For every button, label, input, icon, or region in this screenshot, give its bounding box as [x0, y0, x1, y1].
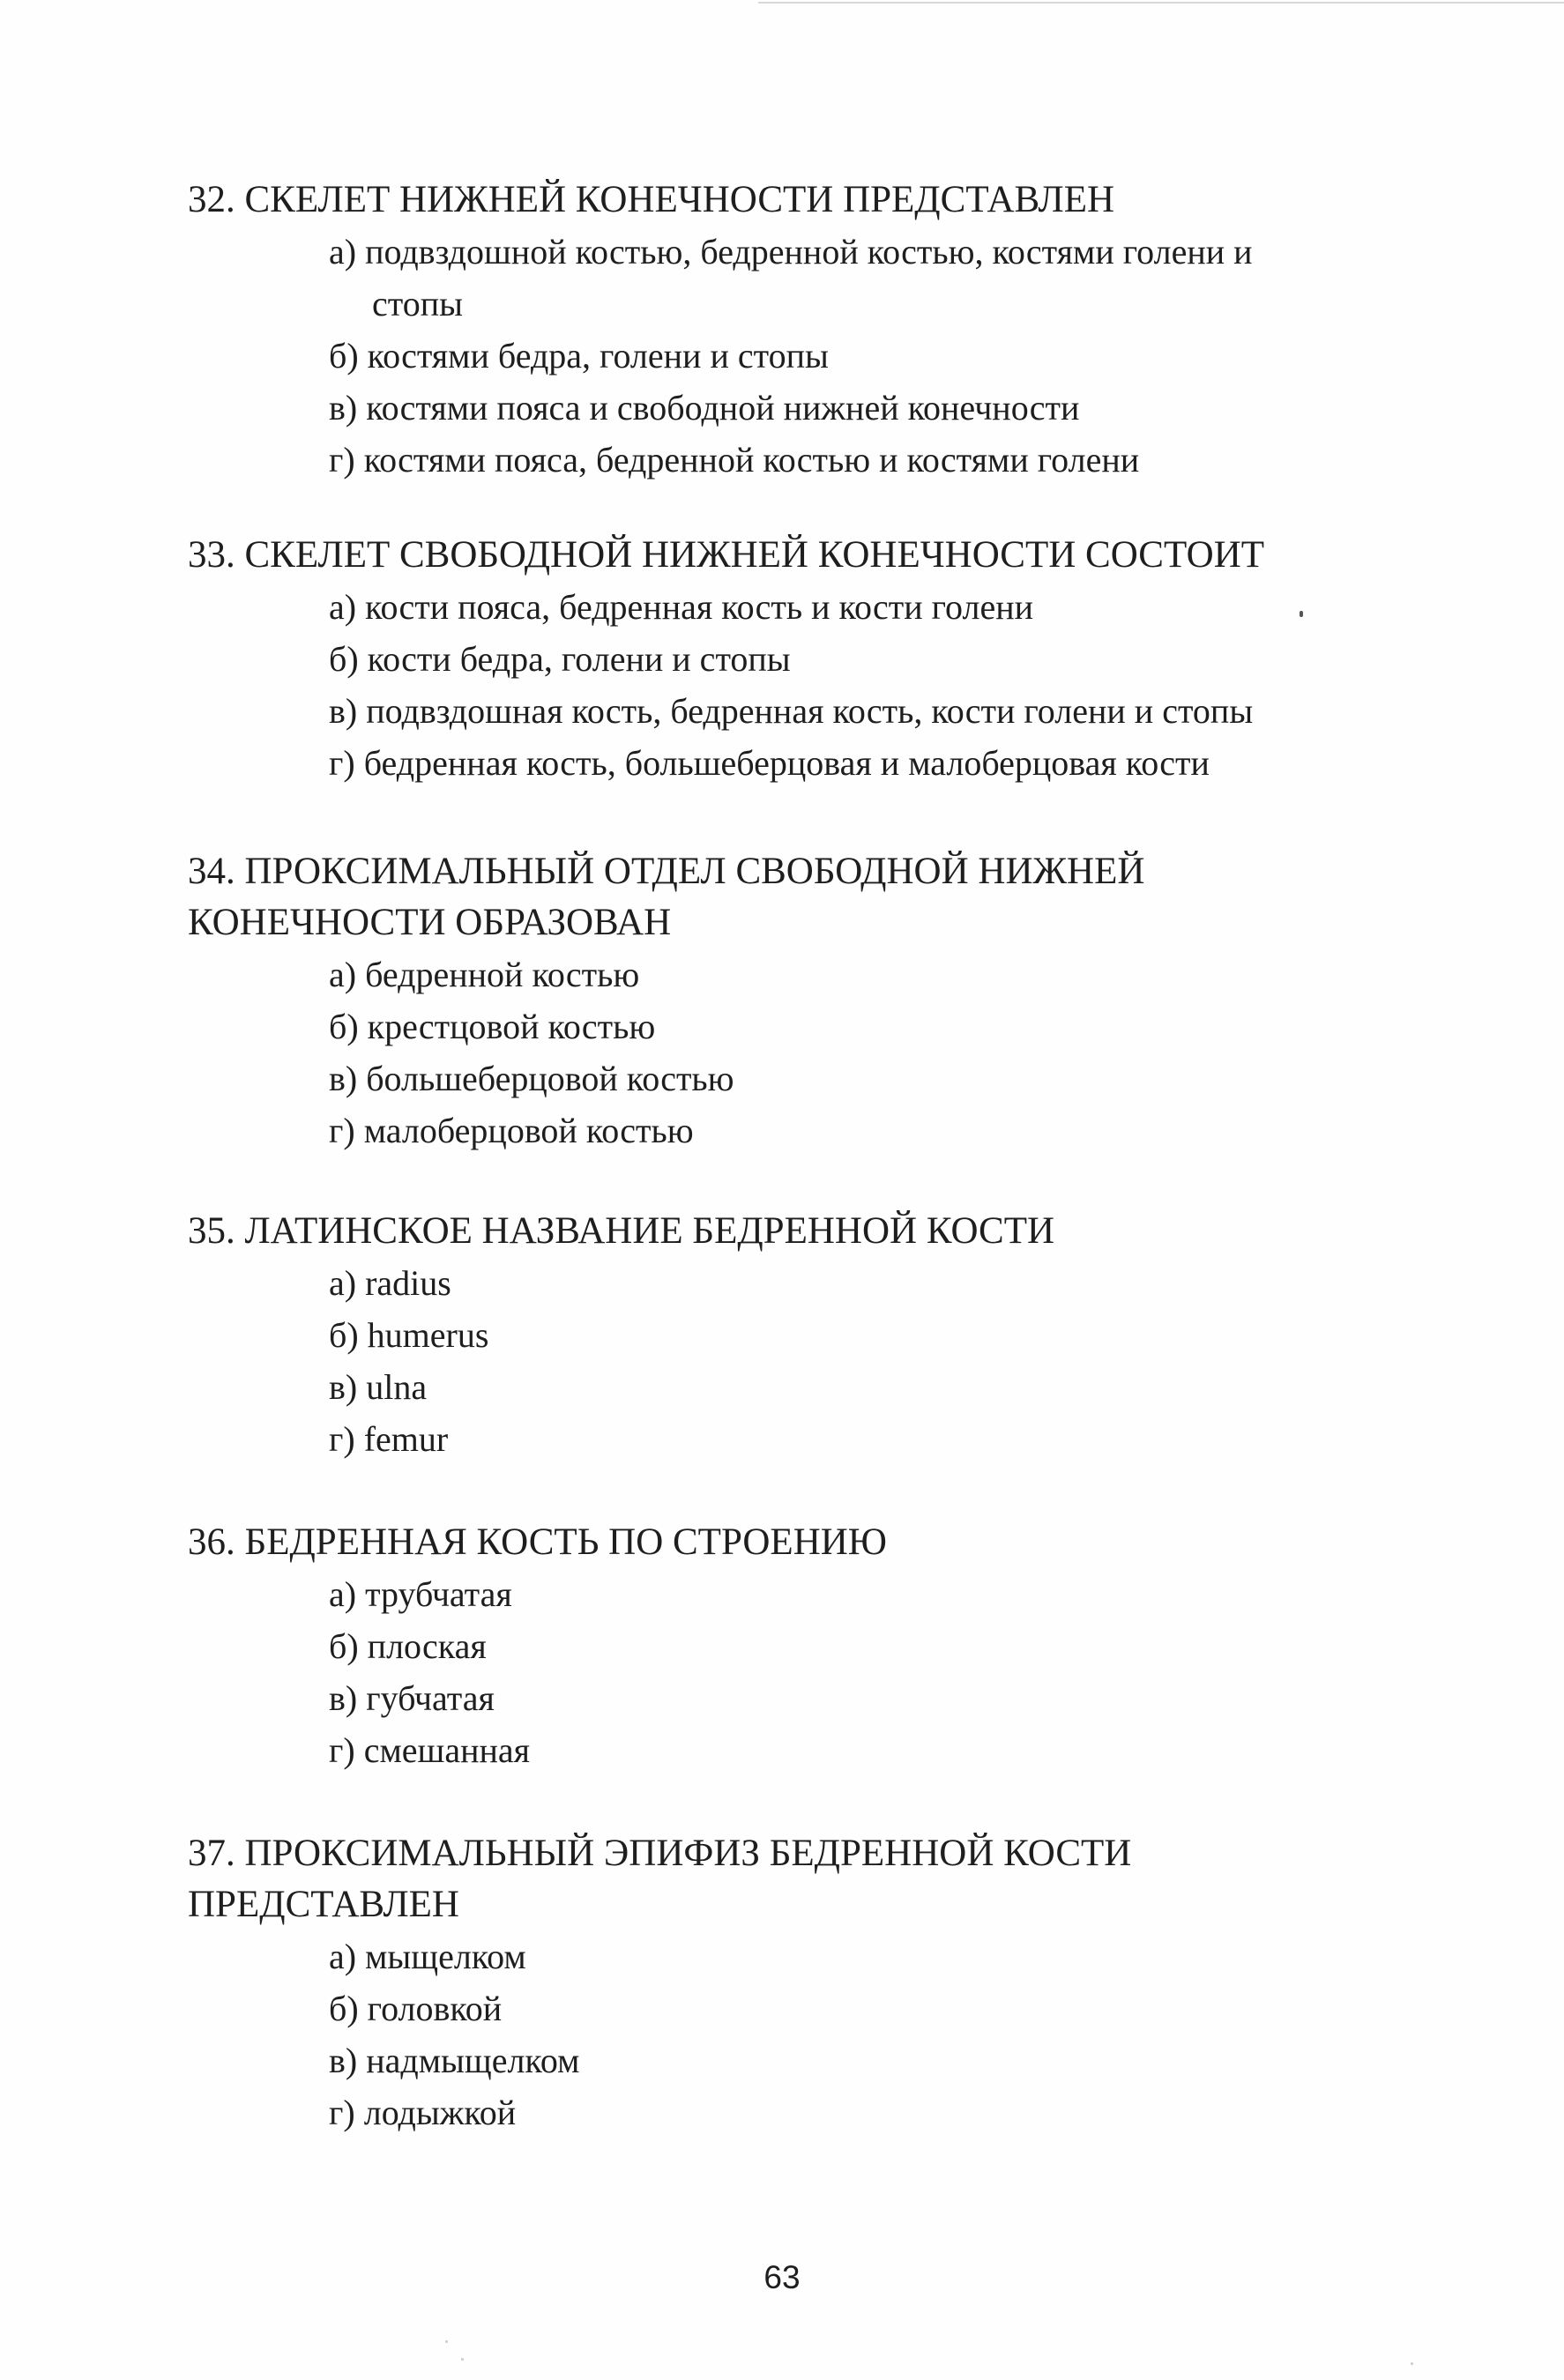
answer-option: в) подвздошная кость, бедренная кость, кости голени и стопы	[329, 691, 1254, 731]
scan-speck	[1411, 2362, 1413, 2365]
answer-option: г) смешанная	[329, 1730, 531, 1770]
answer-option: а) бедренной костью	[329, 955, 640, 994]
answer-option: а) мыщелком	[329, 1937, 526, 1976]
question-title-line: 34. ПРОКСИМАЛЬНЫЙ ОТДЕЛ СВОБОДНОЙ НИЖНЕЙ	[188, 851, 1145, 892]
question-title	[188, 175, 1404, 226]
answer-option: б) костями бедра, голени и стопы	[329, 336, 829, 376]
question-title-line: КОНЕЧНОСТИ ОБРАЗОВАН	[188, 902, 672, 943]
scan-speck	[461, 2358, 464, 2361]
question-title-line: ПРЕДСТАВЛЕН	[188, 1884, 459, 1925]
answer-option: г) костями пояса, бедренной костью и костями голени	[329, 440, 1140, 480]
answer-option: в) ulna	[329, 1367, 428, 1407]
question-title	[188, 1517, 1404, 1568]
question-title-line: 35. ЛАТИНСКОЕ НАЗВАНИЕ БЕДРЕННОЙ КОСТИ	[188, 1210, 1055, 1252]
answer-option: а) кости пояса, бедренная кость и кости голени	[329, 587, 1034, 627]
answer-option: г) лодыжкой	[329, 2093, 517, 2132]
question-title-line: 36. БЕДРЕННАЯ КОСТЬ ПО СТРОЕНИЮ	[188, 1521, 888, 1563]
answer-option: в) костями пояса и свободной нижней конечности	[329, 388, 1080, 428]
page-number: 63	[763, 2259, 801, 2295]
answer-option: в) губчатая	[329, 1678, 495, 1718]
question-title	[188, 1828, 1404, 1930]
question-title-line: 32. СКЕЛЕТ НИЖНЕЙ КОНЕЧНОСТИ ПРЕДСТАВЛЕН	[188, 179, 1115, 220]
answer-option: в) надмыщелком	[329, 2041, 580, 2080]
stray-dot-mark	[1300, 611, 1303, 617]
answer-option: г) малоберцовой костью	[329, 1111, 694, 1150]
answer-option: б) головкой	[329, 1989, 503, 2028]
question-title	[188, 846, 1404, 948]
answer-option: б) кости бедра, голени и стопы	[329, 639, 791, 679]
answer-option: а) трубчатая	[329, 1574, 512, 1614]
answer-option: г) femur	[329, 1419, 449, 1459]
answer-option: а) подвздошной костью, бедренной костью, костями голени и	[329, 232, 1253, 271]
question-title	[188, 530, 1404, 581]
answer-option: б) плоская	[329, 1626, 487, 1666]
answer-option: г) бедренная кость, большеберцовая и малоберцовая кости	[329, 743, 1210, 783]
answer-option: а) radius	[329, 1263, 451, 1303]
question-title-line: 33. СКЕЛЕТ СВОБОДНОЙ НИЖНЕЙ КОНЕЧНОСТИ СОСТОИТ	[188, 534, 1265, 576]
scan-edge-line	[758, 2, 1564, 4]
answer-option-continuation: стопы	[372, 284, 463, 324]
answer-option: в) большеберцовой костью	[329, 1059, 734, 1098]
question-title	[188, 1206, 1404, 1257]
answer-option: б) крестцовой костью	[329, 1007, 656, 1046]
question-title-line: 37. ПРОКСИМАЛЬНЫЙ ЭПИФИЗ БЕДРЕННОЙ КОСТИ	[188, 1833, 1132, 1874]
answer-option: б) humerus	[329, 1315, 489, 1355]
scan-speck	[445, 2340, 448, 2343]
